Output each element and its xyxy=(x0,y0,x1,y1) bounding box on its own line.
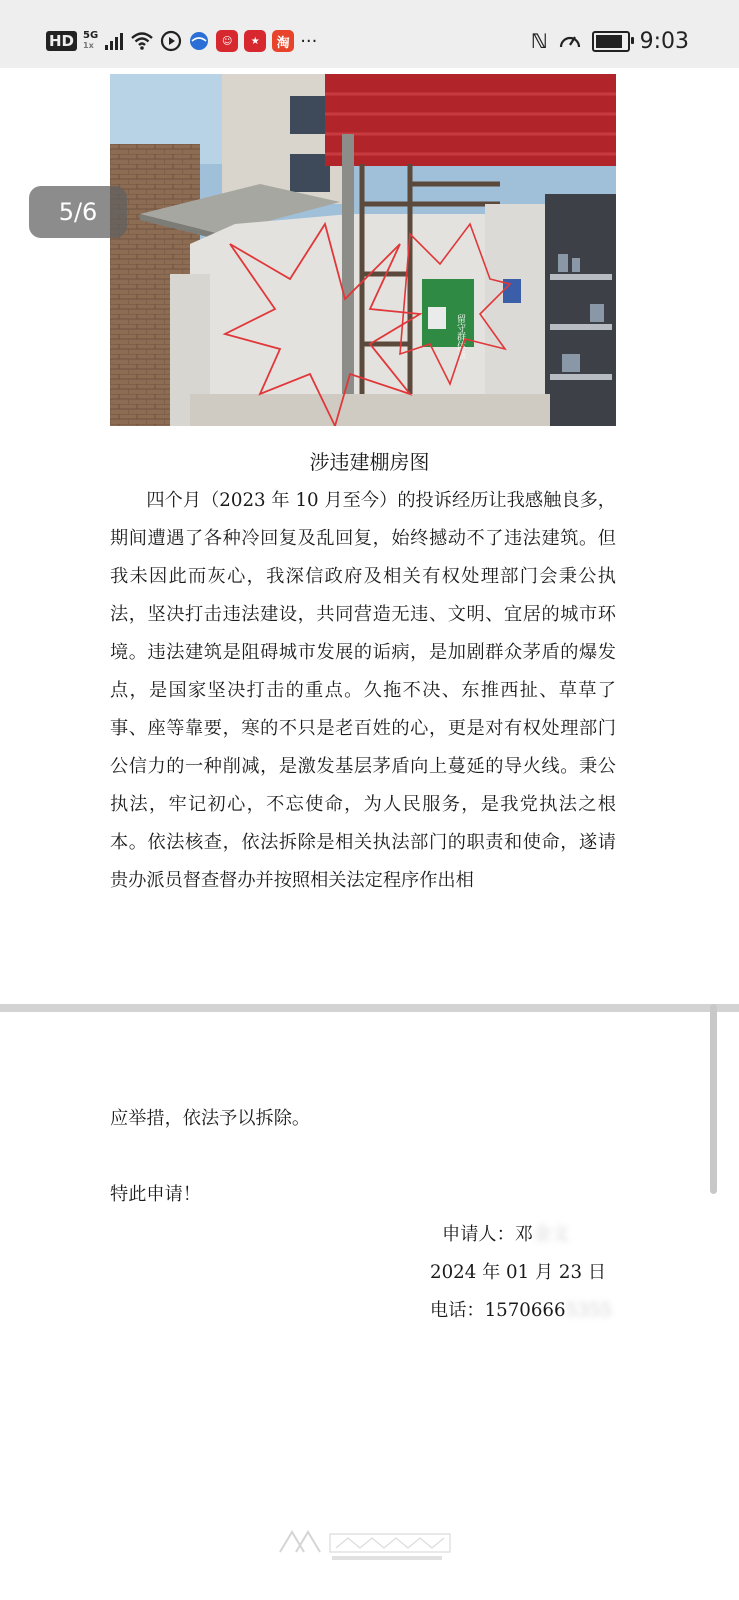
document-photo xyxy=(110,74,616,426)
clock: 9:03 xyxy=(639,28,689,54)
signal-icon xyxy=(104,31,124,51)
speedometer-icon xyxy=(558,30,582,52)
nfc-icon: ℕ xyxy=(530,29,548,53)
video-app-icon xyxy=(160,30,182,52)
phone-number-redacted: 5355 xyxy=(565,1300,612,1321)
illegal-shed-photo xyxy=(110,74,616,426)
battery-icon xyxy=(592,31,630,52)
applicant-line xyxy=(442,1220,569,1246)
photo-caption: 涉违建棚房图 xyxy=(309,450,430,474)
phone-number: 1570666 xyxy=(484,1300,566,1321)
applicant-label: 申请人：邓 xyxy=(442,1224,533,1245)
status-bar xyxy=(0,0,739,68)
date-line: 2024 年 01 月 23 日 xyxy=(430,1262,607,1283)
taobao-app-icon: 淘 xyxy=(272,30,294,52)
phone-label: 电话： xyxy=(430,1300,485,1321)
paragraph-continuation: 应举措，依法予以拆除。 xyxy=(110,1108,311,1129)
status-left xyxy=(46,24,317,58)
status-right xyxy=(531,24,689,58)
phone-line xyxy=(430,1296,612,1322)
network-type: 5G 1x xyxy=(83,30,99,50)
page-break-divider xyxy=(0,1004,739,1012)
scrollbar-thumb[interactable] xyxy=(710,1004,717,1194)
more-notifications-icon: ··· xyxy=(300,30,318,52)
complaint-paragraph: 四个月（2023 年 10 月至今）的投诉经历让我感触良多，期间遭遇了各种冷回复及乱回复，始终撼动不了违法建筑。但我未因此而灰心，我深信政府及相关有权处理部门会秉公执法，坚决打击违法建设，共同营造无违、文明、宜居的城市环境。违法建筑是阻碍城市发展的诟病，是加剧群众茅盾的爆发点，是国家坚决打击的重点。久拖不决、东推西扯、草草了事、座等靠要，寒的不只是老百姓的心，更是对有权处理部门公信力的一种削减，是激发基层茅盾向上蔓延的导火线。秉公执法，牢记初心，不忘使命，为人民服务，是我党执法之根本。依法核查，依法拆除是相关执法部门的职责和使命，遂请贵办派员督查督办并按照相关法定程序作出相 xyxy=(110,490,616,891)
poster-text: 留守群体点 xyxy=(455,314,465,359)
browser-app-icon xyxy=(188,30,210,52)
site-watermark-logo xyxy=(270,1522,470,1568)
red-app2-icon: ★ xyxy=(244,30,266,52)
hd-voice-icon: HD xyxy=(46,31,77,51)
wifi-icon xyxy=(130,31,154,51)
red-app-icon: ☺ xyxy=(216,30,238,52)
applicant-name-redacted: 金文 xyxy=(532,1224,570,1245)
page-counter: 5/6 xyxy=(29,186,127,238)
closing-line: 特此申请！ xyxy=(110,1184,201,1205)
